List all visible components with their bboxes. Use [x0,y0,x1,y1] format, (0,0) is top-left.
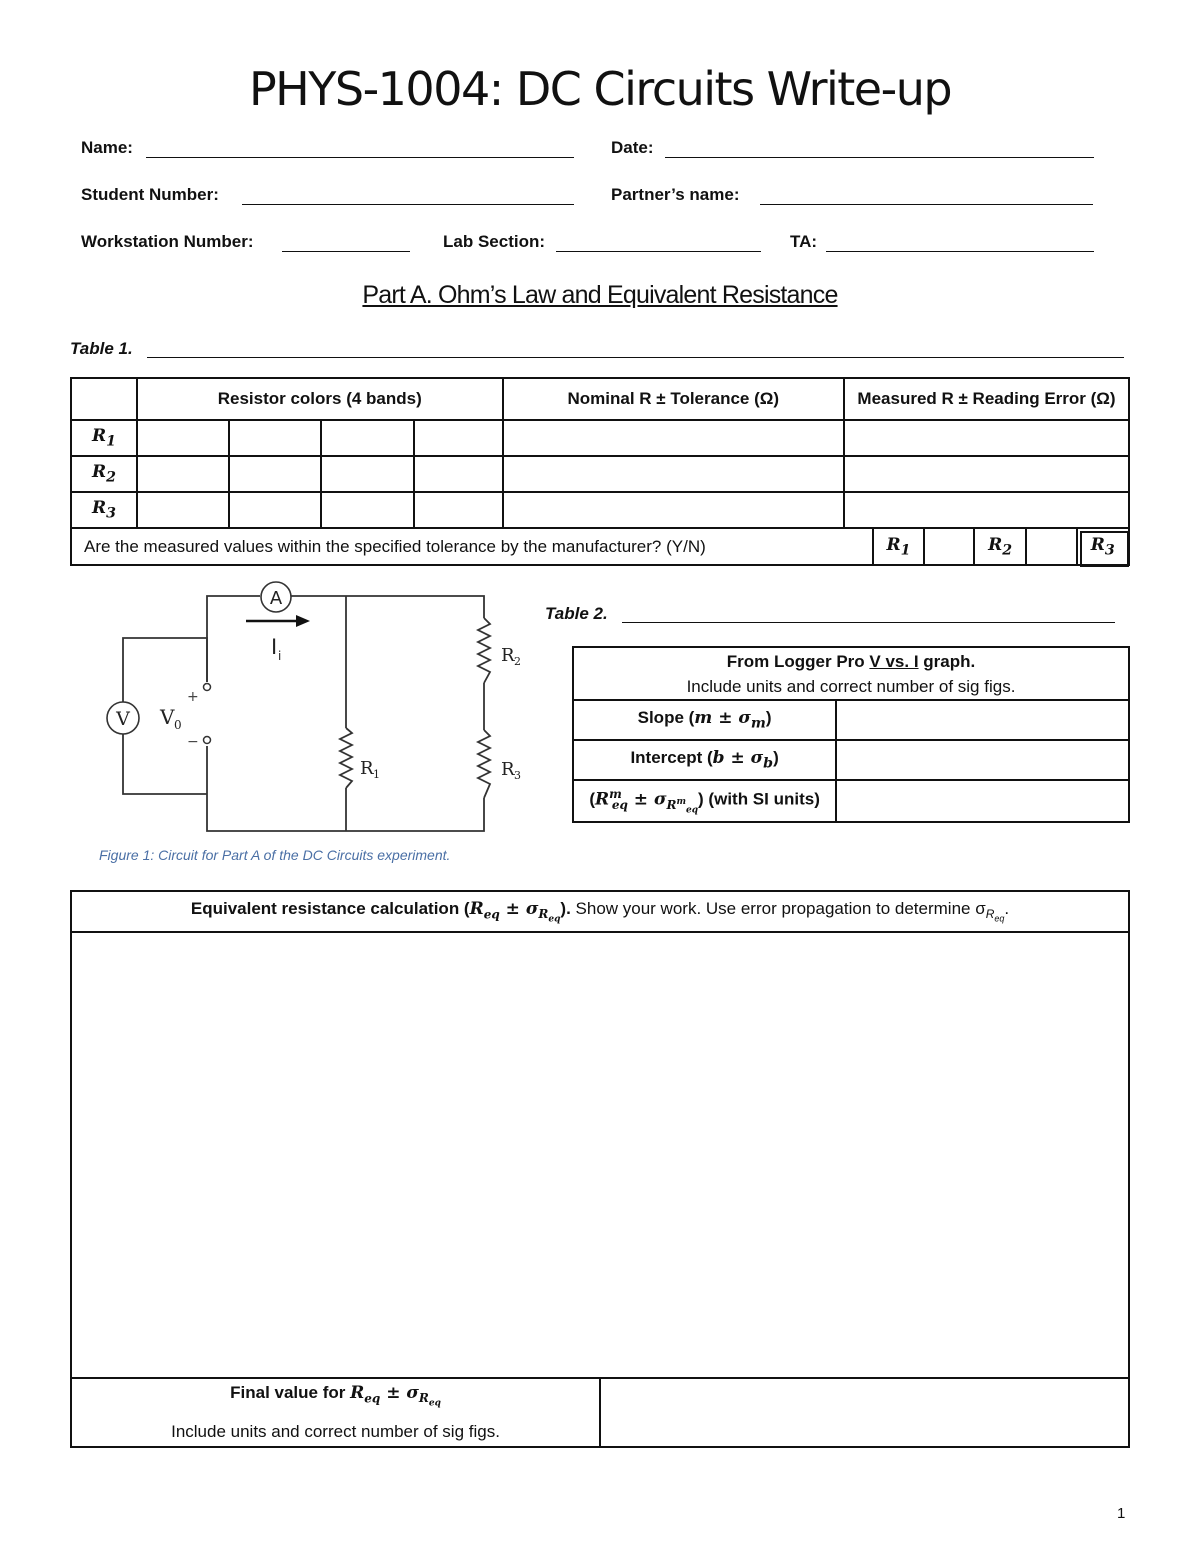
table1-corner-cell [71,378,137,420]
calc-table [70,890,1130,1448]
row-label-r1 [71,420,137,456]
req-label-post: ) (with SI units) [698,789,820,809]
calc-header-subscript: eq [483,907,500,921]
table2-caption-field[interactable] [622,622,1115,623]
minus-sign: − [187,734,199,750]
r2-label: R [501,645,515,666]
ta-label: TA: [790,232,818,251]
r2-band-4-cell[interactable] [414,456,503,492]
date-field[interactable] [665,157,1094,158]
req-sigma-sub [666,796,699,816]
r3-label-subscript: 3 [514,769,521,782]
yn-r3-subscript: 3 [1104,542,1115,559]
table2 [572,646,1130,823]
r1-band-1-cell[interactable] [137,420,229,456]
calc-header-symbol: R [469,898,484,919]
yn-label-r1 [873,528,923,565]
yn-r3-cell[interactable] [1080,531,1129,567]
intercept-subscript: b [763,755,774,772]
r3-band-1-cell[interactable] [137,492,229,528]
calc-work-area[interactable] [71,932,1129,1378]
slope-subscript: m [750,715,766,732]
r1-nominal-cell[interactable] [503,420,844,456]
intercept-close: ) [773,748,779,768]
calc-header-rest: Show your work. Use error propagation to determine σ [570,898,986,918]
req-value-cell[interactable] [836,780,1129,822]
slope-close: ) [765,708,772,728]
calc-header-pm-sigma: ± σ [499,898,539,919]
final-symbol: R [350,1383,365,1403]
table-row [573,700,1129,740]
calc-header-bold: Equivalent resistance calculation ( [190,898,470,918]
intercept-label-cell [573,740,836,780]
req-sigma-sub-sub: eq [686,805,699,816]
workstation-number-label: Workstation Number: [81,232,254,251]
table1-caption: Table 1. [70,339,133,358]
circuit-wires [123,596,484,831]
table1-measured-header: Measured R ± Reading Error (Ω) [844,378,1129,420]
r3-symbol: R [91,498,107,519]
final-value-row [71,1378,1129,1447]
intercept-value-cell[interactable] [836,740,1129,780]
lab-section-label: Lab Section: [443,232,546,251]
calc-header [71,891,1129,932]
r3-band-2-cell[interactable] [229,492,321,528]
calc-header-rest-sub-r: R [985,907,995,921]
slope-symbol: m ± σ [694,708,751,729]
r1-subscript: 1 [106,433,116,450]
terminal-positive-icon [204,684,211,691]
yn-r1-cell[interactable] [924,528,974,565]
r2-measured-cell[interactable] [844,456,1129,492]
r1-band-2-cell[interactable] [229,420,321,456]
req-sigma-sub-sup: m [676,796,687,807]
plus-sign: + [187,689,199,705]
r1-band-4-cell[interactable] [414,420,503,456]
final-value-cell[interactable] [600,1378,1129,1447]
table2-header-pre: From Logger Pro [726,651,870,671]
calc-header-rest-sub-eq: eq [994,913,1005,924]
r2-subscript: 2 [106,469,116,486]
table1-caption-field[interactable] [147,357,1124,358]
intercept-label: Intercept ( [630,748,713,768]
req-label-cell [573,780,836,822]
table2-header-ul: V vs. I [869,651,919,671]
r3-nominal-cell[interactable] [503,492,844,528]
calc-header-period: . [1004,898,1010,918]
r1-band-3-cell[interactable] [321,420,413,456]
slope-value-cell[interactable] [836,700,1129,740]
req-superscript: m [609,786,622,801]
r2-symbol: R [91,462,107,483]
yn-r2-subscript: 2 [1002,542,1013,559]
r3-band-4-cell[interactable] [414,492,503,528]
table2-caption: Table 2. [545,604,608,623]
student-number-label: Student Number: [81,185,219,204]
r1-measured-cell[interactable] [844,420,1129,456]
calc-header-rest-sub [985,907,1005,924]
r3-subscript: 3 [106,505,116,522]
voltmeter-label: V [116,708,130,730]
current-subscript: i [278,649,282,663]
table-row [573,780,1129,822]
req-open: ( [589,789,595,809]
r2-band-3-cell[interactable] [321,456,413,492]
yn-r1-symbol: R [886,534,901,555]
final-subscript: eq [364,1391,381,1406]
page-number: 1 [1117,1505,1126,1522]
calc-header-row [71,891,1129,932]
current-label: I [271,635,278,659]
table-row [71,456,1129,492]
table-row [71,420,1129,456]
r2-band-2-cell[interactable] [229,456,321,492]
yn-r3-symbol: R [1090,534,1105,555]
table1 [70,377,1130,566]
calc-header-sigma-sub-eq: eq [548,914,561,925]
final-value-line2: Include units and correct number of sig figs. [171,1421,500,1441]
workstation-number-field[interactable] [282,251,410,252]
final-value-label: Final value for [230,1383,351,1402]
table1-nominal-header: Nominal R ± Tolerance (Ω) [503,378,844,420]
figure-caption: Figure 1: Circuit for Part A of the DC Circuits experiment. [99,847,451,863]
r1-label-subscript: 1 [373,768,380,781]
r3-measured-cell[interactable] [844,492,1129,528]
table-row [71,492,1129,528]
terminal-negative-icon [204,737,211,744]
r3-band-3-cell[interactable] [321,492,413,528]
name-label: Name: [81,138,133,157]
table2-header [573,647,1129,700]
final-sigma-sub-eq: eq [428,1398,441,1409]
source-subscript: 0 [174,718,182,732]
r1-label: R [360,758,374,779]
table1-header-row [71,378,1129,420]
name-field[interactable] [146,157,574,158]
calc-work-row [71,932,1129,1378]
slope-label-cell [573,700,836,740]
slope-label: Slope ( [637,708,695,728]
calc-header-sigma-sub [538,907,561,925]
row-label-r3 [71,492,137,528]
source-label: V [160,705,175,729]
lab-section-field[interactable] [556,251,761,252]
table-row [573,740,1129,780]
table2-header-row [573,647,1129,700]
yn-r1-subscript: 1 [900,542,911,559]
yn-r2-cell[interactable] [1026,528,1076,565]
r2-nominal-cell[interactable] [503,456,844,492]
student-number-field[interactable] [242,204,574,205]
final-sigma-sub [418,1391,441,1409]
date-label: Date: [611,138,654,157]
intercept-symbol: b ± σ [712,748,764,769]
table2-header-post: graph. [918,651,976,671]
req-symbol: R [595,789,610,810]
yn-r2-symbol: R [988,534,1003,555]
partner-name-field[interactable] [760,204,1093,205]
part-a-heading: Part A. Ohm’s Law and Equivalent Resistance [362,281,838,309]
r2-label-subscript: 2 [514,655,521,668]
r3-label: R [501,759,515,780]
calc-header-bold-end: ). [560,898,571,918]
ammeter-label: A [269,588,283,609]
ta-field[interactable] [826,251,1094,252]
tolerance-question: Are the measured values within the specified tolerance by the manufacturer? (Y/N) [71,528,873,565]
row-label-r2 [71,456,137,492]
resistor-r3-icon [478,730,490,798]
final-sigma-sub-r: R [418,1391,429,1406]
r1-symbol: R [91,426,107,447]
partner-name-label: Partner’s name: [611,185,740,204]
table1-question-row [71,528,1129,565]
circuit-diagram [100,578,540,840]
calc-header-sigma-sub-r: R [538,907,549,921]
current-arrow-icon [296,615,310,627]
resistor-r2-icon [478,618,490,683]
final-value-label-cell [71,1378,600,1447]
final-pm-sigma: ± σ [380,1383,419,1403]
resistor-r1-icon [340,728,352,788]
req-subscript: eq [611,797,628,812]
req-pm-sigma: ± σ [627,789,667,810]
yn-label-r2 [974,528,1026,565]
table2-header-line2: Include units and correct number of sig figs. [686,676,1016,696]
table1-colors-header: Resistor colors (4 bands) [137,378,503,420]
r2-band-1-cell[interactable] [137,456,229,492]
page-title: PHYS-1004: DC Circuits Write-up [248,62,952,116]
req-sigma-sub-r: R [666,797,677,812]
